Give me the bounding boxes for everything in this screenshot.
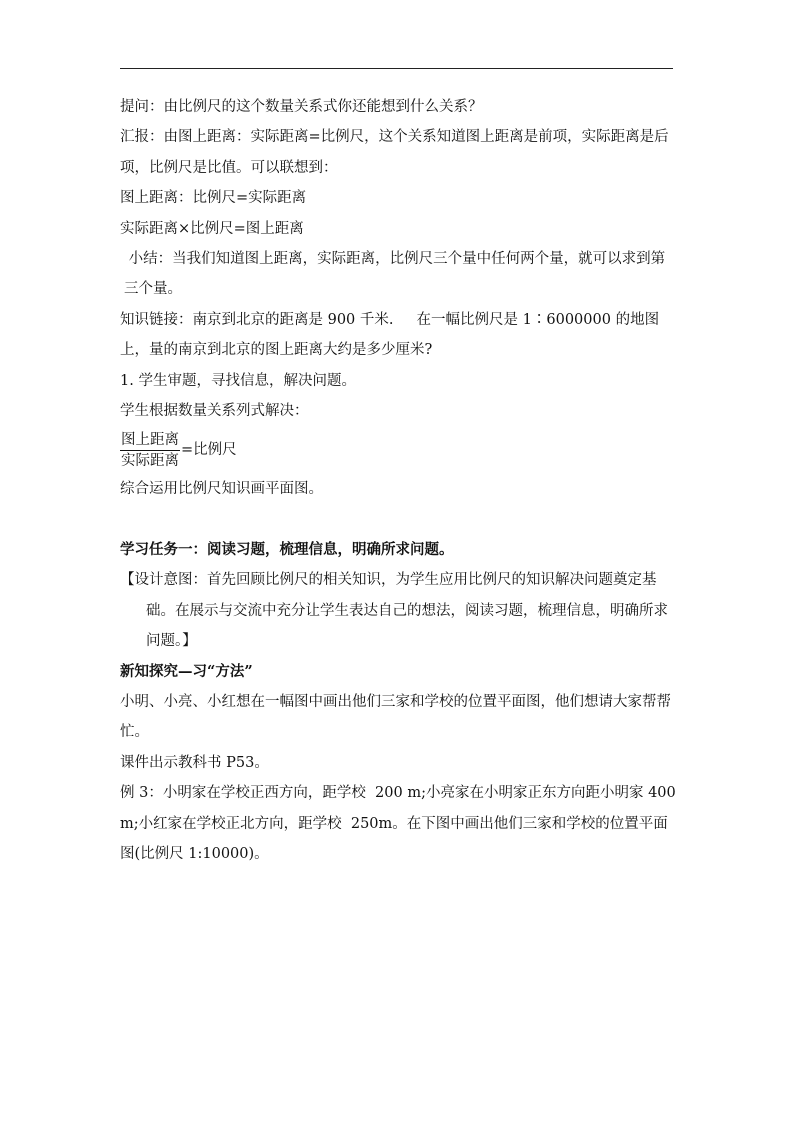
fraction-rhs: =比例尺	[181, 442, 237, 459]
design-intent-paragraph: 【设计意图：首先回顾比例尺的相关知识，为学生应用比例尺的知识解决问题奠定基础。在展示与交流中充分让学生表达自己的想法，阅读习题，梳理信息，明确所求问题。】	[120, 572, 668, 650]
step-1-line: 1. 学生审题，寻找信息，解决问题。	[120, 372, 356, 389]
relation-2: 实际距离×比例尺=图上距离	[120, 220, 304, 237]
summary-paragraph: 小结：当我们知道图上距离，实际距离，比例尺三个量中任何两个量，就可以求到第三个量。	[124, 251, 666, 298]
header-rule	[120, 68, 673, 69]
fraction-numerator: 图上距离	[120, 430, 180, 451]
fraction-formula	[120, 426, 676, 474]
question-line: 提问：由比例尺的这个数量关系式你还能想到什么关系？	[120, 99, 483, 115]
document-body	[120, 92, 681, 869]
scenario-paragraph: 小明、小亮、小红想在一幅图中画出他们三家和学校的位置平面图，他们想请大家帮帮忙。	[120, 693, 671, 741]
solve-intro-line: 学生根据数量关系列式解决：	[120, 403, 309, 420]
knowledge-link-paragraph: 知识链接：南京到北京的距离是 900 千米. 在一幅比例尺是 1∶6000000 的地图上，量的南京到北京的图上距离大约是多少厘米?	[120, 311, 660, 359]
new-topic-heading: 新知探究—习“方法”	[120, 662, 253, 680]
fraction-denominator: 实际距离	[121, 452, 179, 469]
task-1-heading: 学习任务一：阅读习题，梳理信息，明确所求问题。	[120, 540, 454, 558]
fraction	[120, 430, 180, 471]
apply-line: 综合运用比例尺知识画平面图。	[120, 481, 323, 498]
example-3-paragraph: 例 3：小明家在学校正西方向，距学校 200 m;小亮家在小明家正东方向距小明家 400 m;小红家在学校正北方向，距学校 250m。在下图中画出他们三家和学校的位置平面图(比例尺 1:10000)。	[120, 785, 681, 862]
blank-spacer	[120, 505, 676, 535]
report-paragraph: 汇报：由图上距离：实际距离=比例尺，这个关系知道图上距离是前项，实际距离是后项，比例尺是比值。可以联想到：	[120, 129, 669, 176]
courseware-line: 课件出示教科书 P53。	[120, 754, 269, 771]
relation-1: 图上距离：比例尺=实际距离	[120, 190, 307, 207]
